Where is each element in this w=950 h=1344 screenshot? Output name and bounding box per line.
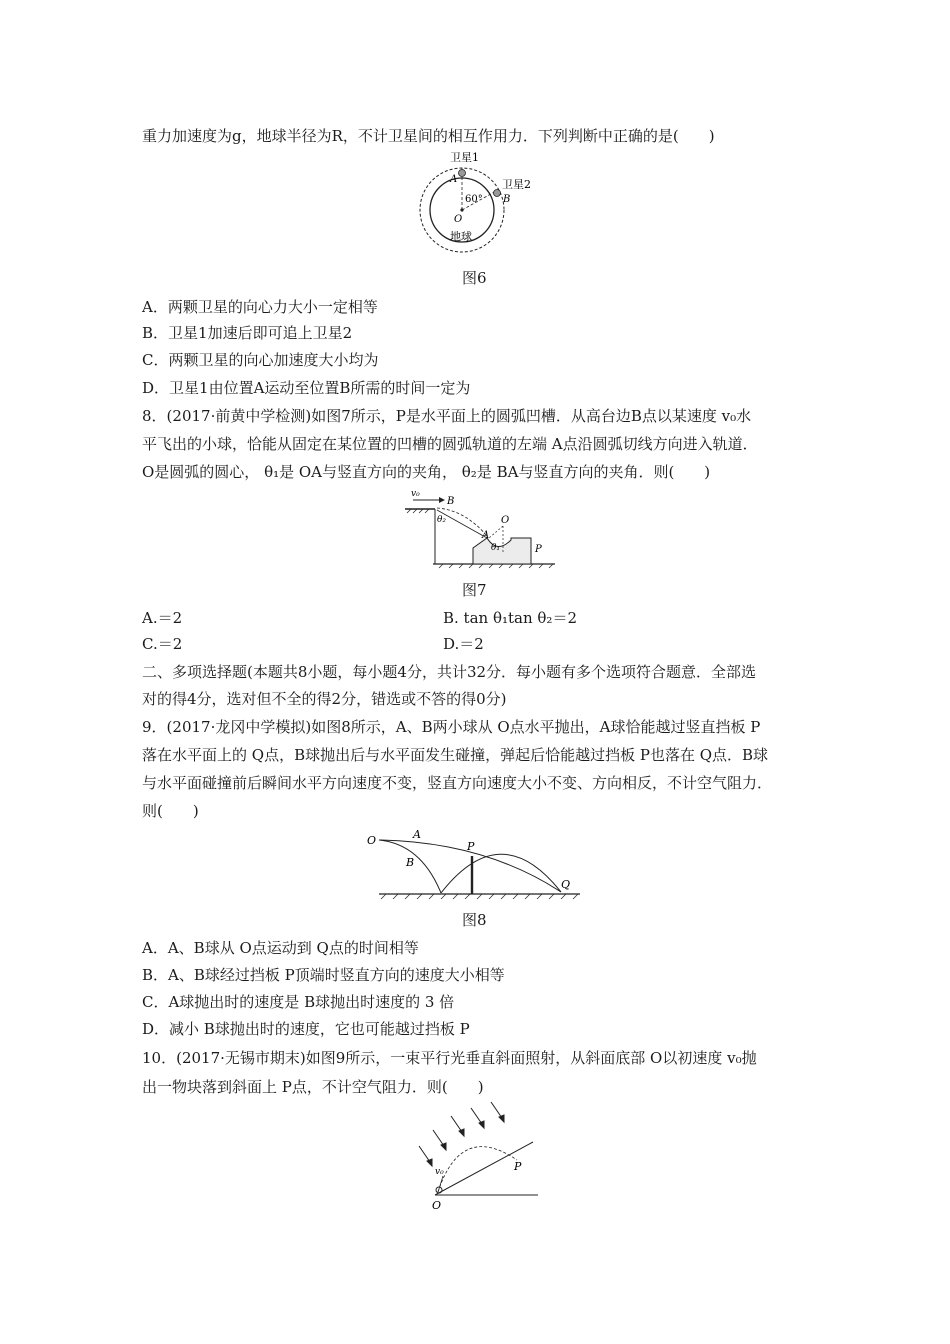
p-label: P xyxy=(535,544,542,555)
o-label: O xyxy=(501,515,510,526)
figure-7-groove xyxy=(405,488,565,572)
q9-option-c: C．A球抛出时的速度是 B球抛出时速度的 3 倍 xyxy=(142,993,455,1011)
q9-stem-line-3: 与水平面碰撞前后瞬间水平方向速度不变，竖直方向速度大小不变、方向相反，不计空气阻力． xyxy=(142,774,773,792)
satellite-1 xyxy=(459,170,466,177)
point-b-label: B xyxy=(503,194,511,205)
angle-label: 60° xyxy=(465,194,483,205)
b-label: B xyxy=(447,496,455,507)
v0-label: v₀ xyxy=(411,489,420,499)
q7-option-d: D．卫星1由位置A运动至位置B所需的时间一定为 xyxy=(142,379,471,397)
center-o-label: O xyxy=(454,214,463,225)
theta2-label: θ₂ xyxy=(437,515,447,525)
q8-option-b: B. tan θ₁tan θ₂＝2 xyxy=(443,609,577,627)
sat1-label: 卫星1 xyxy=(450,151,479,164)
earth-center xyxy=(460,208,463,211)
o-label: O xyxy=(432,1199,442,1212)
light-rays xyxy=(419,1102,504,1166)
q10-stem-line-1: 10．(2017·无锡市期末)如图9所示，一束平行光垂直斜面照射，从斜面底部 O以初速度 v₀抛 xyxy=(142,1049,757,1067)
figure-6-caption: 图6 xyxy=(462,269,487,287)
q7-option-b: B．卫星1加速后即可追上卫星2 xyxy=(142,324,353,342)
a-label: A xyxy=(413,828,421,841)
theta1-label: θ₁ xyxy=(491,543,501,553)
sat2-label: 卫星2 xyxy=(502,178,531,191)
o-label: O xyxy=(367,834,377,847)
q8-stem-line-1: 8．(2017·前黄中学检测)如图7所示，P是水平面上的圆弧凹槽．从高台边B点以某速度 v₀水 xyxy=(142,407,752,425)
a-label: A xyxy=(482,530,490,541)
q9-stem-line-4: 则( ) xyxy=(142,802,199,820)
figure-8-caption: 图8 xyxy=(462,911,487,929)
q9-option-d: D．减小 B球抛出时的速度，它也可能越过挡板 P xyxy=(142,1020,470,1038)
q8-stem-line-3: O是圆弧的圆心， θ₁是 OA与竖直方向的夹角， θ₂是 BA与竖直方向的夹角．则( ) xyxy=(142,463,711,481)
p-label: P xyxy=(467,840,475,853)
trajectory xyxy=(438,1147,517,1192)
figure-9-slope xyxy=(405,1100,545,1212)
groove-body xyxy=(473,538,531,564)
figure-8-projectiles xyxy=(365,826,585,904)
figure-7-caption: 图7 xyxy=(462,581,487,599)
q8-option-c: C.＝2 xyxy=(142,635,183,653)
q9-option-a: A．A、B球从 O点运动到 Q点的时间相等 xyxy=(142,939,419,957)
point-a-label: A xyxy=(450,174,458,185)
earth-label: 地球 xyxy=(450,230,472,243)
satellite-2 xyxy=(494,190,501,197)
q9-option-b: B．A、B球经过挡板 P顶端时竖直方向的速度大小相等 xyxy=(142,966,505,984)
q10-stem-line-2: 出一物块落到斜面上 P点，不计空气阻力．则( ) xyxy=(142,1078,484,1096)
figure-6-satellites xyxy=(410,150,530,260)
q8-option-d: D.＝2 xyxy=(443,635,484,653)
q7-option-c: C．两颗卫星的向心加速度大小均为 xyxy=(142,351,379,369)
path-b-bounce xyxy=(441,854,561,893)
q8-option-a: A.＝2 xyxy=(142,609,183,627)
section-2-heading-line-1: 二、多项选择题(本题共8小题，每小题4分，共计32分．每小题有多个选项符合题意．全部选 xyxy=(142,663,757,681)
b-label: B xyxy=(406,856,415,869)
q-label: Q xyxy=(561,878,571,891)
p-label: P xyxy=(514,1160,522,1173)
v0-label: v₀ xyxy=(435,1167,444,1177)
q7-stem-end: 重力加速度为g，地球半径为R，不计卫星间的相互作用力．下列判断中正确的是( ) xyxy=(142,127,715,145)
q8-stem-line-2: 平飞出的小球，恰能从固定在某位置的凹槽的圆弧轨道的左端 A点沿圆弧切线方向进入轨道． xyxy=(142,435,758,453)
q9-stem-line-2: 落在水平面上的 Q点，B球抛出后与水平面发生碰撞，弹起后恰能越过挡板 P也落在 Q点．B球 xyxy=(142,746,769,764)
section-2-heading-line-2: 对的得4分，选对但不全的得2分，错选或不答的得0分) xyxy=(142,690,507,708)
q9-stem-line-1: 9．(2017·龙冈中学模拟)如图8所示，A、B两小球从 O点水平抛出，A球恰能越过竖直挡板 P xyxy=(142,718,761,736)
q7-option-a: A．两颗卫星的向心力大小一定相等 xyxy=(142,298,378,316)
